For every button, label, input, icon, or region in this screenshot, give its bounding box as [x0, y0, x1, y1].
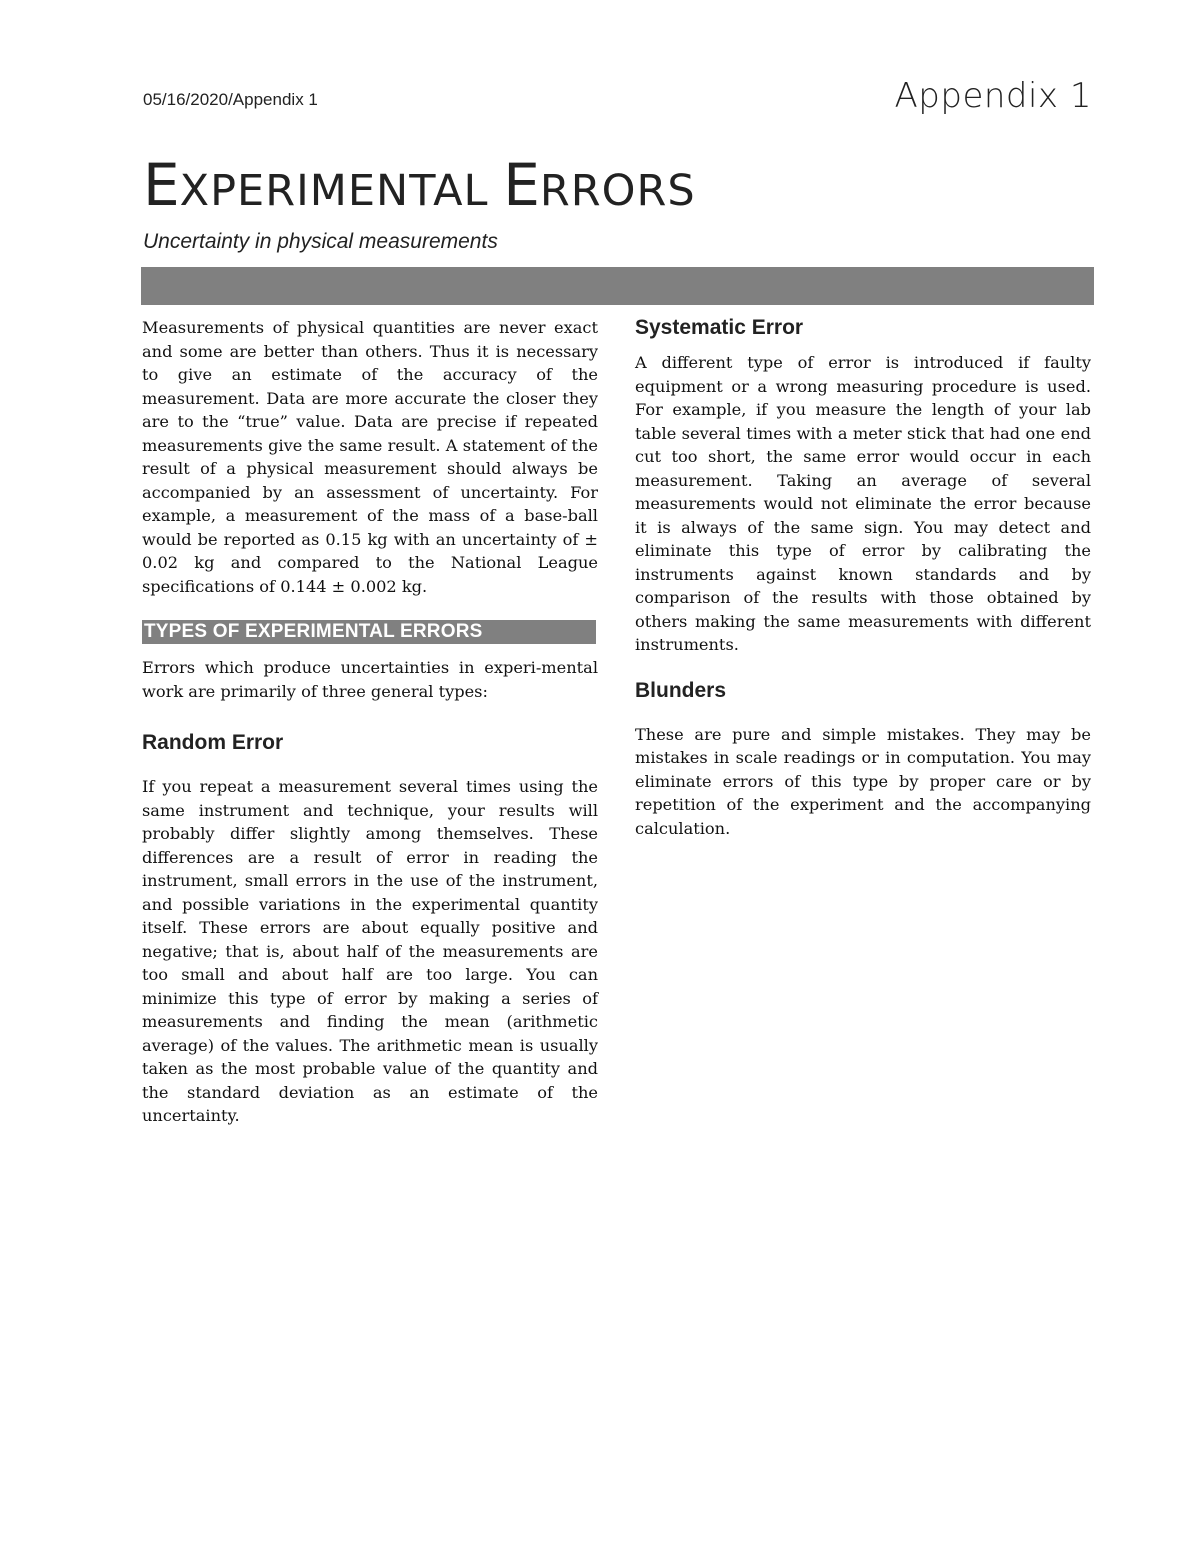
title-rest-1: XPERIMENTAL — [179, 166, 489, 216]
types-intro-paragraph: Errors which produce uncertainties in experi-mental work are primarily of three general types: — [142, 658, 598, 701]
left-column — [142, 316, 598, 1128]
types-heading-bar — [142, 620, 596, 644]
types-heading: TYPES OF EXPERIMENTAL ERRORS — [144, 621, 483, 642]
right-column — [635, 316, 1091, 840]
header-date-label: 05/16/2020/Appendix 1 — [143, 90, 318, 109]
systematic-error-heading: Systematic Error — [635, 316, 804, 339]
title-initial-1: E — [143, 151, 180, 219]
page-subtitle: Uncertainty in physical measurements — [143, 230, 498, 253]
page-title — [143, 151, 696, 219]
blunders-paragraph: These are pure and simple mistakes. They may be mistakes in scale readings or in computation. You may eliminate errors of this type by proper care or by repetition of the experiment and the accompanying calculation. — [635, 724, 1091, 838]
random-error-heading: Random Error — [142, 731, 284, 754]
blunders-heading: Blunders — [635, 678, 727, 702]
title-rest-2: RRORS — [539, 166, 696, 216]
title-space — [489, 166, 504, 216]
appendix-label: Appendix 1 — [894, 76, 1092, 116]
systematic-error-paragraph: A different type of error is introduced if faulty equipment or a wrong measuring procedure is used. For example, if you measure the length of your lab table several times with a meter stick that had one end cut too short, the same error would occur in each measurement. Taking an average of several measurements would not eliminate the error because it is always of the same sign. You may detect and eliminate this type of error by calibrating the instruments against known standards and by comparison of the results with those obtained by others making the same measurements with different instruments. — [635, 353, 1091, 654]
title-initial-2: E — [503, 151, 540, 219]
header-divider-bar — [141, 267, 1094, 305]
random-error-paragraph: If you repeat a measurement several times using the same instrument and technique, your results will probably differ slightly among themselves. These differences are a result of error in reading the instrument, small errors in the use of the instrument, and possible variations in the experimental quantity itself. These errors are about equally positive and negative; that is, about half of the measurements are too small and about half are too large. You can minimize this type of error by making a series of measurements and finding the mean (arithmetic average) of the values. The arithmetic mean is usually taken as the most probable value of the quantity and the standard deviation as an estimate of the uncertainty. — [142, 777, 598, 1125]
intro-paragraph: Measurements of physical quantities are never exact and some are better than others. Thus it is necessary to give an estimate of the accuracy of the measurement. Data are more accurate the closer they are to the “true” value. Data are precise if repeated measurements give the same result. A statement of the result of a physical measurement should always be accompanied by an assessment of uncertainty. For example, a measurement of the mass of a base-ball would be reported as 0.15 kg with an uncertainty of ± 0.02 kg and compared to the National League specifications of 0.144 ± 0.002 kg. — [142, 318, 598, 596]
